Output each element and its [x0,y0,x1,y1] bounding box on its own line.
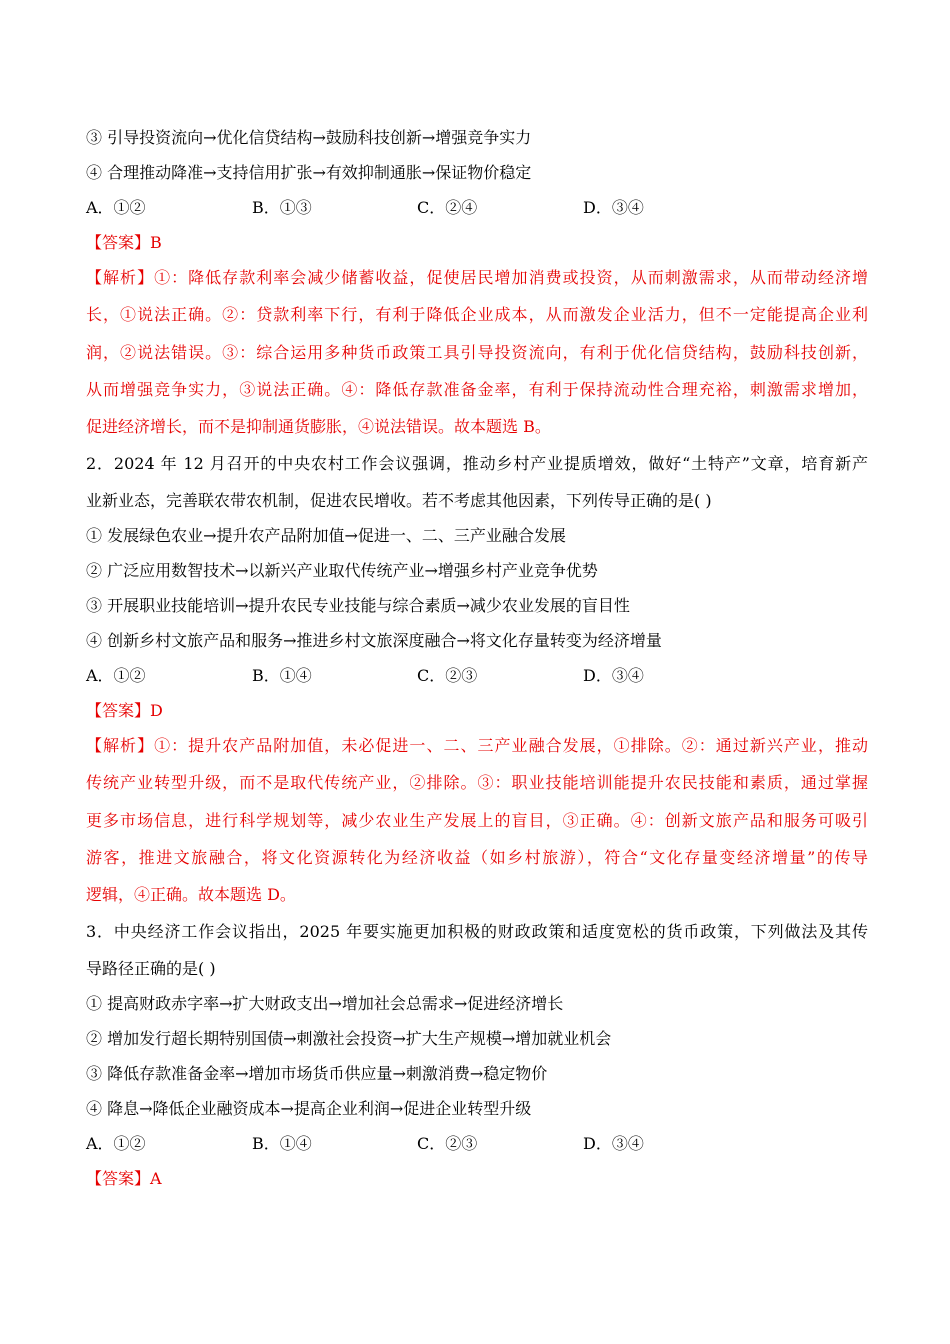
q2-option-c: C．②③ [417,666,478,685]
q1-item-3: ③ 引导投资流向→优化信贷结构→鼓励科技创新→增强竞争实力 [86,128,532,147]
q3-item-2: ② 增加发行超长期特别国债→刺激社会投资→扩大生产规模→增加就业机会 [86,1029,612,1048]
q1-option-d: D．③④ [583,198,644,217]
q2-analysis-line: 更多市场信息，进行科学规划等，减少农业生产发展上的盲目，③正确。④：创新文旅产品和服务可吸引 [86,811,868,830]
q2-analysis-line: 传统产业转型升级，而不是取代传统产业，②排除。③：职业技能培训能提升农民技能和素质，通过掌握 [86,773,868,792]
q1-analysis-line: 【解析】①：降低存款利率会减少储蓄收益，促使居民增加消费或投资，从而刺激需求，从而带动经济增 [86,268,868,287]
q1-analysis-line: 长，①说法正确。②：贷款利率下行，有利于降低企业成本，从而激发企业活力，但不一定能提高企业利 [86,305,868,324]
q2-option-b: B．①④ [252,666,312,685]
q1-analysis-line: 润，②说法错误。③：综合运用多种货币政策工具引导投资流向，有利于优化信贷结构，鼓励科技创新， [86,343,868,362]
q2-item-2: ② 广泛应用数智技术→以新兴产业取代传统产业→增强乡村产业竞争优势 [86,561,598,580]
q1-analysis-line: 促进经济增长，而不是抑制通货膨胀，④说法错误。故本题选 B。 [86,417,551,436]
q3-stem-line: 3．中央经济工作会议指出，2025 年要实施更加积极的财政政策和适度宽松的货币政策，下列做法及其传 [86,922,868,941]
q2-option-a: A．①② [86,666,146,685]
q3-item-1: ① 提高财政赤字率→扩大财政支出→增加社会总需求→促进经济增长 [86,994,564,1013]
q3-option-c: C．②③ [417,1134,478,1153]
q1-option-b: B．①③ [252,198,312,217]
q3-stem-line: 导路径正确的是( ) [86,959,216,978]
q1-answer: 【答案】B [86,233,162,252]
q3-option-a: A．①② [86,1134,146,1153]
q2-option-d: D．③④ [583,666,644,685]
q1-item-4: ④ 合理推动降准→支持信用扩张→有效抑制通胀→保证物价稳定 [86,163,532,182]
q1-analysis-line: 从而增强竞争实力，③说法正确。④：降低存款准备金率，有利于保持流动性合理充裕，刺激需求增加， [86,380,868,399]
q2-item-3: ③ 开展职业技能培训→提升农民专业技能与综合素质→减少农业发展的盲目性 [86,596,630,615]
q2-item-4: ④ 创新乡村文旅产品和服务→推进乡村文旅深度融合→将文化存量转变为经济增量 [86,631,662,650]
q1-option-c: C．②④ [417,198,478,217]
q2-item-1: ① 发展绿色农业→提升农产品附加值→促进一、二、三产业融合发展 [86,526,566,545]
q3-answer: 【答案】A [86,1169,162,1188]
q3-option-b: B．①④ [252,1134,312,1153]
q3-item-3: ③ 降低存款准备金率→增加市场货币供应量→刺激消费→稳定物价 [86,1064,548,1083]
q2-stem-line: 2．2024 年 12 月召开的中央农村工作会议强调，推动乡村产业提质增效，做好“土特产”文章，培育新产 [86,454,868,473]
q2-stem-line: 业新业态，完善联农带农机制，促进农民增收。若不考虑其他因素，下列传导正确的是( ) [86,491,712,510]
q2-analysis-line: 逻辑，④正确。故本题选 D。 [86,885,296,904]
q3-item-4: ④ 降息→降低企业融资成本→提高企业利润→促进企业转型升级 [86,1099,532,1118]
q2-analysis-line: 游客，推进文旅融合，将文化资源转化为经济收益（如乡村旅游），符合“文化存量变经济增量”的传导 [86,848,868,867]
q1-option-a: A．①② [86,198,146,217]
q2-analysis-line: 【解析】①：提升农产品附加值，未必促进一、二、三产业融合发展，①排除。②：通过新兴产业，推动 [86,736,868,755]
q3-option-d: D．③④ [583,1134,644,1153]
q2-answer: 【答案】D [86,701,163,720]
